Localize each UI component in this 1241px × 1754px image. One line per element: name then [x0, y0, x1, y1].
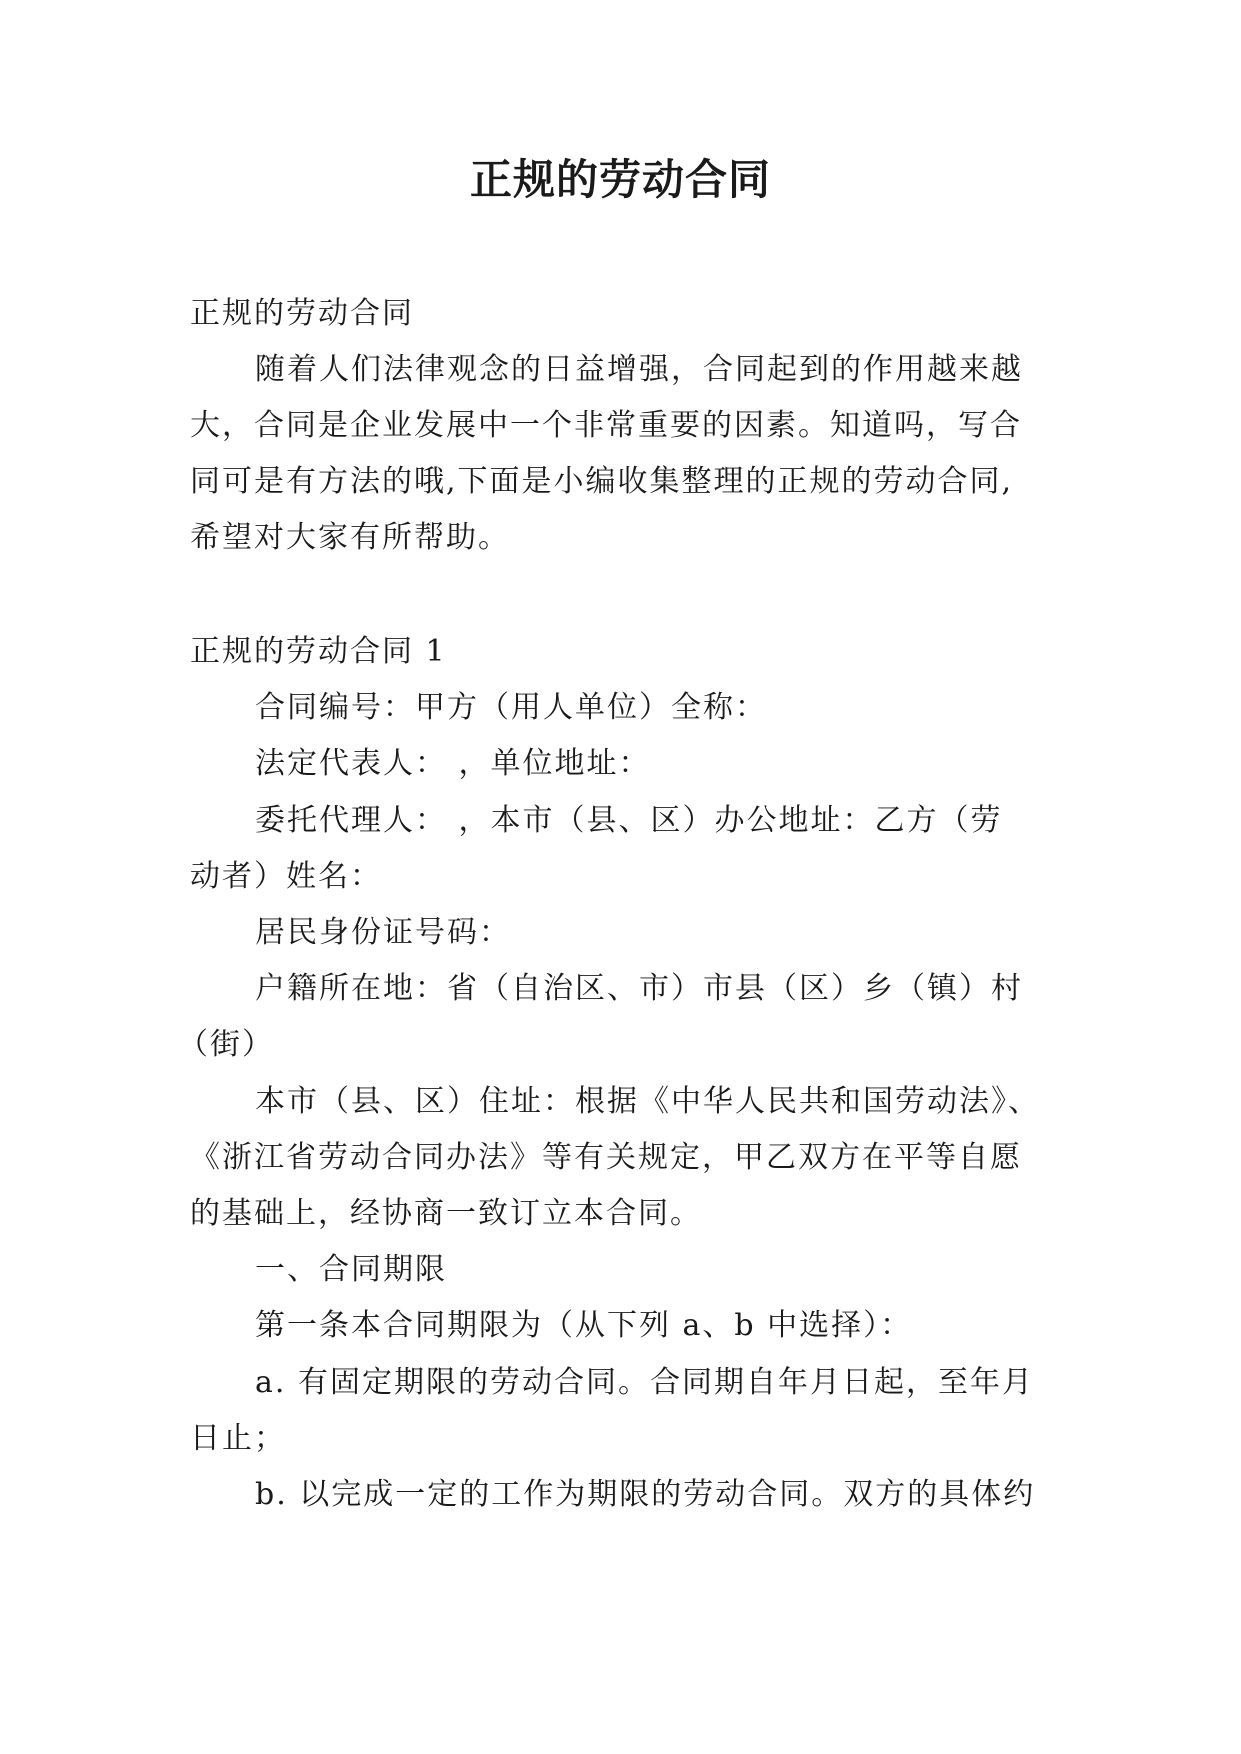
paragraph-line: （街）	[178, 1027, 274, 1062]
paragraph-line: b. 以完成一定的工作为期限的劳动合同。双方的具体约	[255, 1477, 1036, 1512]
paragraph-line: 合同编号：甲方（用人单位）全称：	[255, 690, 767, 725]
paragraph-line: 《浙江省劳动合同办法》等有关规定，甲乙双方在平等自愿	[190, 1140, 1022, 1175]
section-heading: 正规的劳动合同	[190, 296, 414, 331]
document-title: 正规的劳动合同	[469, 155, 771, 204]
paragraph-line: 动者）姓名：	[190, 859, 382, 894]
paragraph-line: 随着人们法律观念的日益增强，合同起到的作用越来越	[255, 352, 1023, 387]
paragraph-line: 居民身份证号码：	[255, 915, 511, 950]
paragraph-line: 大，合同是企业发展中一个非常重要的因素。知道吗，写合	[190, 408, 1022, 443]
paragraph-line: 本市（县、区）住址：根据《中华人民共和国劳动法》、	[255, 1084, 1040, 1119]
section-heading: 一、合同期限	[255, 1252, 447, 1287]
paragraph-line: 法定代表人： ，单位地址：	[255, 746, 651, 781]
paragraph-line: 日止；	[190, 1421, 286, 1456]
paragraph-line: a. 有固定期限的劳动合同。合同期自年月日起，至年月	[255, 1365, 1034, 1400]
paragraph-line: 希望对大家有所帮助。	[190, 520, 510, 555]
paragraph-line: 委托代理人： ，本市（县、区）办公地址：乙方（劳	[255, 803, 1003, 838]
paragraph-line: 户籍所在地：省（自治区、市）市县（区）乡（镇）村	[255, 971, 1023, 1006]
paragraph-line: 第一条本合同期限为（从下列 a、b 中选择）：	[255, 1308, 913, 1343]
paragraph-line: 的基础上，经协商一致订立本合同。	[190, 1196, 702, 1231]
section-heading: 正规的劳动合同 1	[190, 634, 447, 669]
paragraph-line: 同可是有方法的哦,下面是小编收集整理的正规的劳动合同,	[190, 464, 1014, 499]
